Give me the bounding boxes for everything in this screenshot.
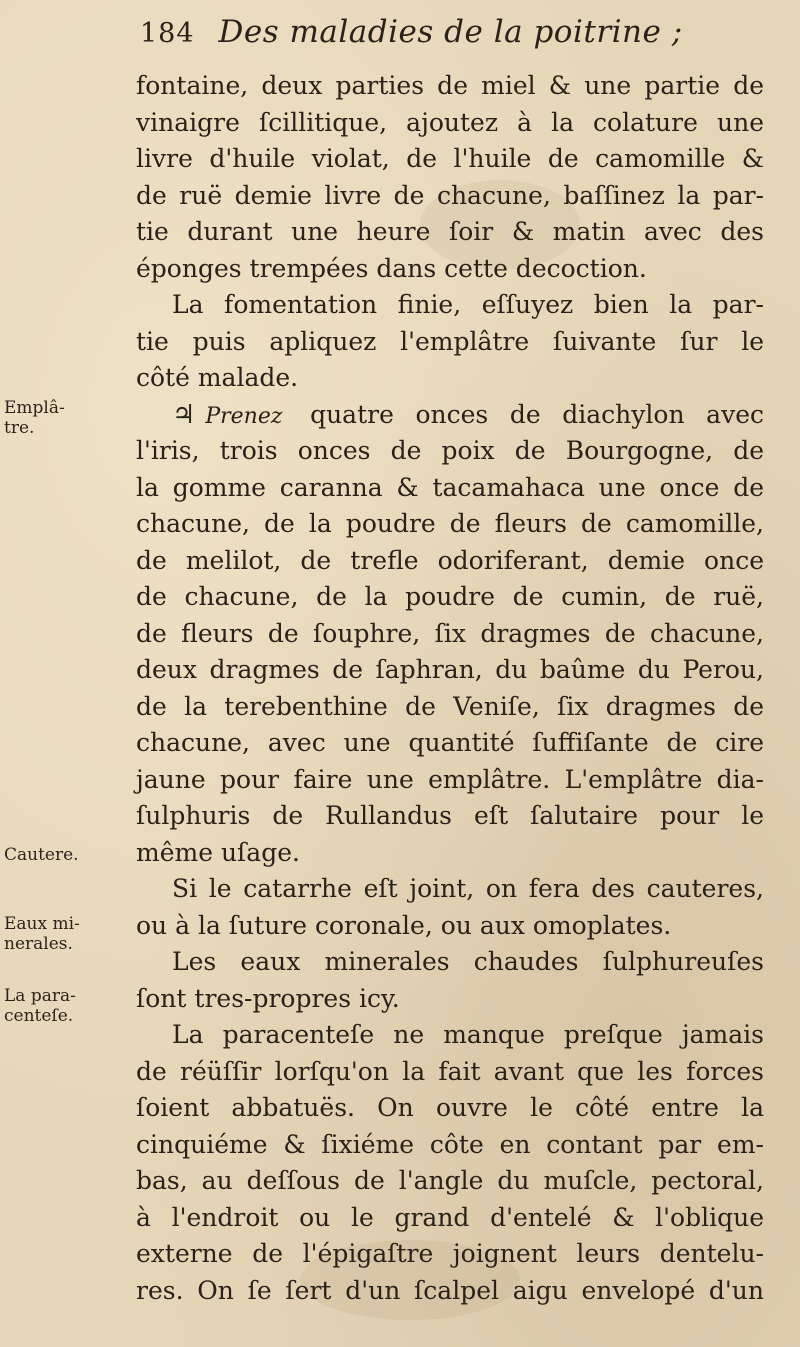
page-number: 184 (140, 18, 195, 49)
text-line: quatre onces de diachylon avec (310, 399, 764, 429)
margin-note-paracentese (4, 986, 122, 1026)
text-line: ou à la ſuture coronale, ou aux omoplates. (136, 910, 672, 940)
recipe-label: Prenez (205, 403, 283, 429)
recipe-symbol: ♃ (172, 399, 196, 430)
text-line: Les eaux minerales chaudes ſulphureuſes (172, 947, 764, 976)
text-line: fontaine, deux parties de miel & une partie de (136, 71, 764, 100)
text-line: tie durant une heure ſoir & matin avec des (136, 217, 764, 246)
margin-note-line: Emplâ- (4, 398, 65, 418)
margin-note-line: La para- (4, 986, 76, 1006)
text-line: livre d'huile violat, de l'huile de camomille & (136, 144, 764, 173)
text-line: cinquiéme & ſixiéme côte en contant par em- (136, 1129, 764, 1159)
text-line: même uſage. (136, 837, 300, 867)
text-line: l'iris, trois onces de poix de Bourgogne, de (136, 436, 764, 465)
text-line: de chacune, de la poudre de cumin, de ruë, (136, 582, 764, 611)
text-line: La paracenteſe ne manque preſque jamais (172, 1020, 764, 1049)
text-line: de fleurs de ſouphre, ſix dragmes de chacune, (136, 618, 764, 648)
text-line: tie puis apliquez l'emplâtre ſuivante ſur le (136, 326, 764, 356)
text-line: à l'endroit ou le grand d'entelé & l'oblique (136, 1202, 764, 1232)
margin-note-line: nerales. (4, 934, 73, 954)
text-line: jaune pour faire une emplâtre. L'emplâtre dia- (136, 764, 764, 794)
text-line: de la terebenthine de Veniſe, ſix dragmes de (136, 691, 764, 721)
text-line: vinaigre ſcillitique, ajoutez à la colature une (136, 107, 764, 137)
text-line: la gomme caranna & tacamahaca une once de (136, 472, 764, 502)
text-line: éponges trempées dans cette decoction. (136, 253, 647, 283)
body-text (136, 68, 764, 1309)
text-line: bas, au deſſous de l'angle du muſcle, pectoral, (136, 1166, 764, 1195)
margin-note-eaux (4, 914, 122, 954)
text-line: côté malade. (136, 363, 299, 392)
text-line: Si le catarrhe eſt joint, on fera des cauteres, (172, 874, 764, 903)
margin-note-line: Cautere. (4, 845, 79, 865)
text-line: chacune, avec une quantité ſuffiſante de cire (136, 728, 764, 757)
text-line: ſont tres-propres icy. (136, 983, 400, 1013)
margin-note-emplatre (4, 398, 122, 438)
text-line: La fomentation finie, eſſuyez bien la par- (172, 290, 764, 319)
text-line: ſulphuris de Rullandus eſt ſalutaire pour le (136, 801, 764, 830)
text-line: ſoient abbatuës. On ouvre le côté entre la (136, 1093, 764, 1122)
text-line: chacune, de la poudre de fleurs de camomille, (136, 509, 764, 538)
text-line: res. On ſe ſert d'un ſcalpel aigu envelopé d'un (136, 1275, 764, 1305)
margin-note-cautere (4, 845, 122, 865)
text-line: deux dragmes de ſaphran, du baûme du Perou, (136, 655, 764, 684)
margin-note-line: tre. (4, 418, 35, 438)
margin-note-line: Eaux mi- (4, 914, 80, 934)
page-header (140, 14, 760, 66)
running-head: Des maladies de la poitrine ; (218, 14, 683, 50)
text-line: de réüſſir lorſqu'on la fait avant que les forces (136, 1056, 764, 1086)
text-line: de melilot, de trefle odoriferant, demie once (136, 545, 764, 575)
text-line: externe de l'épigaſtre joignent leurs dentelu- (136, 1239, 764, 1268)
margin-note-line: centeſe. (4, 1006, 74, 1026)
recipe-line (136, 397, 764, 434)
text-line: de ruë demie livre de chacune, baſſinez la par- (136, 180, 764, 210)
